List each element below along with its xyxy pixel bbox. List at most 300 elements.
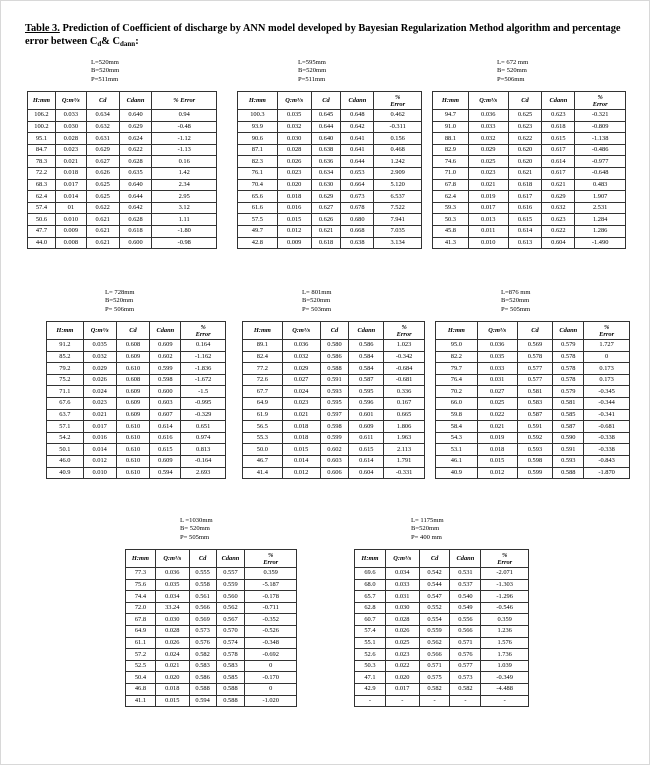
param-line: B=520mm	[501, 297, 530, 305]
table-cell: 0.014	[83, 444, 116, 456]
table-cell: 0.593	[553, 455, 584, 467]
table-cell: 0.017	[83, 421, 116, 433]
weir-parameters	[497, 59, 626, 91]
table-row	[47, 467, 226, 479]
header-row	[243, 322, 425, 340]
param-line: P=511mm	[298, 75, 326, 83]
table-cell: 0.600	[150, 386, 181, 398]
table-cell: 0.587	[517, 409, 553, 421]
table-cell: 0.594	[150, 467, 181, 479]
table-cell: 1.039	[481, 660, 529, 672]
table-cell: 0.592	[517, 432, 553, 444]
table-cell: 77.3	[126, 568, 156, 580]
table-row	[238, 179, 422, 191]
table-cell: -1.672	[181, 374, 226, 386]
table-cell: 2.113	[384, 444, 425, 456]
table-cell: 0.026	[277, 156, 311, 168]
table-row	[355, 568, 529, 580]
col-head-h: H:mm	[238, 92, 278, 110]
table-cell: 0.593	[517, 444, 553, 456]
table-cell: 0.625	[86, 179, 119, 191]
col-head-q: Q:m³/s	[282, 322, 320, 340]
table-cell: 50.4	[126, 672, 156, 684]
col-head-cdann: Cdann	[450, 550, 481, 568]
table-cell: 3.134	[374, 237, 422, 249]
weir-parameters	[91, 59, 217, 91]
table-cell: 0.010	[55, 214, 86, 226]
table-cell: 0.586	[349, 340, 384, 352]
param-line: B= 520mm	[180, 525, 210, 533]
table-caption: Table 3. Prediction of Coefficient of discharge by ANN model developed by Bayesian Regularization Method algorithm and percentage error between $C_d\&$ $C_{dann}$:	[25, 23, 621, 48]
table-cell: 0.023	[277, 167, 311, 179]
table-row	[47, 455, 226, 467]
table-cell: 69.6	[355, 568, 386, 580]
table-cell: 0.033	[55, 110, 86, 122]
table-cell: 0.023	[83, 397, 116, 409]
table-cell: 0.034	[155, 591, 189, 603]
table-cell: 100.3	[238, 110, 278, 122]
table-cell: 0.020	[385, 672, 419, 684]
table-cell: 0.606	[320, 467, 349, 479]
table-cell: 0.036	[477, 340, 517, 352]
table-cell: 7.035	[374, 225, 422, 237]
table-cell: 0.582	[419, 683, 450, 695]
table-cell: 0.578	[553, 374, 584, 386]
table-row	[436, 363, 630, 375]
data-table	[432, 91, 626, 249]
table-cell: 0.609	[116, 386, 150, 398]
col-head-cdann: Cdann	[349, 322, 384, 340]
table-cell: 0.614	[349, 455, 384, 467]
table-cell: 0.664	[341, 179, 374, 191]
table-cell: 0.581	[517, 386, 553, 398]
table-cell: 0.570	[216, 625, 245, 637]
table-row	[243, 374, 425, 386]
table-cell: 2.693	[181, 467, 226, 479]
table-row	[47, 363, 226, 375]
table-cell: -0.338	[584, 444, 630, 456]
table-row	[238, 225, 422, 237]
table-cell: 0.033	[477, 363, 517, 375]
table-cell: 0.019	[468, 191, 508, 203]
table-cell: 0.566	[419, 649, 450, 661]
table-cell: 0.023	[468, 167, 508, 179]
table-cell: 79.2	[47, 363, 84, 375]
table-cell: 88.1	[433, 133, 469, 145]
table-cell: 0.16	[152, 156, 217, 168]
table-cell: 0.614	[150, 421, 181, 433]
header-row	[436, 322, 630, 340]
table-cell: 0.581	[553, 397, 584, 409]
table-cell: 0.609	[150, 340, 181, 352]
table-cell: 0.558	[189, 579, 216, 591]
table-row	[243, 386, 425, 398]
table-cell: 68.0	[355, 579, 386, 591]
table-cell: 75.6	[126, 579, 156, 591]
table-cell: 0.029	[83, 363, 116, 375]
table-row	[355, 602, 529, 614]
col-head-cdann: Cdann	[542, 92, 575, 110]
table-cell: 0.645	[311, 110, 341, 122]
table-cell: 64.9	[243, 397, 283, 409]
table-cell: 47.1	[355, 672, 386, 684]
table-cell: 0.627	[311, 202, 341, 214]
table-cell: 0.615	[542, 133, 575, 145]
table-row	[243, 421, 425, 433]
table-cell: -0.329	[181, 409, 226, 421]
table-cell: 0.015	[477, 455, 517, 467]
table-cell: 0.012	[477, 467, 517, 479]
col-head-q: Q:m³/s	[477, 322, 517, 340]
table-row	[28, 133, 217, 145]
table-cell: -0.345	[584, 386, 630, 398]
table-cell: 0.617	[542, 144, 575, 156]
param-line: L= 672 mm	[497, 59, 529, 66]
table-cell: 0.588	[320, 363, 349, 375]
table-cell: 0.019	[477, 432, 517, 444]
table-cell: 0.602	[320, 444, 349, 456]
table-cell: 0.641	[341, 144, 374, 156]
table-cell: 71.0	[433, 167, 469, 179]
weir-parameters	[302, 289, 425, 321]
table-row	[28, 144, 217, 156]
table-block-1	[27, 59, 217, 249]
table-cell: 0.631	[86, 133, 119, 145]
col-head-cd: Cd	[311, 92, 341, 110]
table-cell: 0.021	[468, 179, 508, 191]
table-cell: 0.618	[542, 121, 575, 133]
table-cell: 64.9	[126, 625, 156, 637]
table-cell: 0.610	[116, 363, 150, 375]
col-head-h: H:mm	[28, 92, 56, 110]
table-cell: 53.1	[436, 444, 478, 456]
table-cell: 0.013	[468, 214, 508, 226]
table-cell: 0.621	[311, 225, 341, 237]
table-row	[28, 214, 217, 226]
table-cell: 0.594	[189, 695, 216, 707]
table-cell: 57.4	[28, 202, 56, 214]
param-line: B=520mm	[302, 297, 331, 305]
table-cell: 0.014	[55, 191, 86, 203]
table-cell: 71.1	[47, 386, 84, 398]
table-cell: 0.653	[341, 167, 374, 179]
table-cell: 72.0	[126, 602, 156, 614]
table-cell: 0.636	[311, 156, 341, 168]
table-cell: -0.338	[584, 432, 630, 444]
table-cell: 0.549	[450, 602, 481, 614]
table-cell: 1.023	[384, 340, 425, 352]
table-cell: 0.036	[282, 340, 320, 352]
table-row	[238, 110, 422, 122]
param-line: L=876 mm	[501, 289, 531, 296]
table-cell: 0.596	[349, 397, 384, 409]
table-cell: 0.012	[277, 225, 311, 237]
table-cell: 0.609	[150, 455, 181, 467]
table-cell: 0.583	[216, 660, 245, 672]
table-row	[355, 591, 529, 603]
table-row	[28, 225, 217, 237]
table-cell: 0.602	[150, 351, 181, 363]
table-cell: 0.032	[282, 351, 320, 363]
table-cell: 77.2	[243, 363, 283, 375]
table-cell: 0.620	[508, 144, 542, 156]
table-cell: 0.613	[508, 237, 542, 249]
table-row	[28, 202, 217, 214]
table-cell: -0.348	[245, 637, 297, 649]
table-cell: 65.6	[238, 191, 278, 203]
table-cell: 0.587	[349, 374, 384, 386]
table-row	[28, 167, 217, 179]
table-cell: 0.604	[542, 237, 575, 249]
table-cell: -0.352	[245, 614, 297, 626]
table-cell: 0.644	[311, 121, 341, 133]
table-cell: 63.7	[47, 409, 84, 421]
table-cell: 60.7	[355, 614, 386, 626]
table-row	[433, 167, 626, 179]
table-cell: 0.531	[450, 568, 481, 580]
table-cell: 0.015	[277, 214, 311, 226]
table-cell: 0.032	[468, 133, 508, 145]
table-row	[243, 444, 425, 456]
table-row	[28, 237, 217, 249]
table-cell: 0.618	[119, 225, 152, 237]
table-cell: 0.024	[282, 386, 320, 398]
table-cell: 0.027	[282, 374, 320, 386]
col-head-cd: Cd	[116, 322, 150, 340]
col-head-cd: Cd	[419, 550, 450, 568]
table-cell: 0.547	[419, 591, 450, 603]
table-cell: 0.561	[189, 591, 216, 603]
table-row	[126, 625, 297, 637]
table-cell: 0.614	[542, 156, 575, 168]
table-cell: 0.640	[119, 179, 152, 191]
table-cell: -0.311	[374, 121, 422, 133]
table-row	[238, 167, 422, 179]
table-cell: 0.615	[508, 214, 542, 226]
table-cell: 0.009	[277, 237, 311, 249]
table-cell: 94.7	[433, 110, 469, 122]
weir-parameters	[501, 289, 630, 321]
table-cell: 6.537	[374, 191, 422, 203]
table-cell: 47.7	[28, 225, 56, 237]
table-cell: -0.692	[245, 649, 297, 661]
table-cell: 0.571	[419, 660, 450, 672]
table-row	[28, 121, 217, 133]
table-cell: 0.624	[119, 133, 152, 145]
table-row	[355, 672, 529, 684]
table-row	[28, 191, 217, 203]
table-cell: 0.644	[341, 156, 374, 168]
table-cell: 46.0	[47, 455, 84, 467]
col-head-cd: Cd	[86, 92, 119, 110]
param-line: B=520mm	[91, 67, 120, 75]
table-row	[28, 110, 217, 122]
table-cell: -	[481, 695, 529, 707]
data-table	[125, 549, 297, 707]
table-cell: 0.668	[341, 225, 374, 237]
table-row	[238, 237, 422, 249]
table-cell: 0.625	[508, 110, 542, 122]
table-block-8	[354, 517, 529, 707]
table-cell: 0.579	[553, 386, 584, 398]
table-cell: -	[450, 695, 481, 707]
table-cell: 0.588	[553, 467, 584, 479]
table-cell: 0.584	[349, 363, 384, 375]
table-row	[126, 614, 297, 626]
table-cell: 5.120	[374, 179, 422, 191]
table-cell: 0.026	[155, 637, 189, 649]
table-cell: 0.012	[282, 467, 320, 479]
table-cell: -1.836	[181, 363, 226, 375]
table-cell: 0.610	[116, 432, 150, 444]
table-cell: 0.542	[419, 568, 450, 580]
col-head-q: Q:m³/s	[155, 550, 189, 568]
table-cell: 0.640	[119, 110, 152, 122]
caption-label: Table 3.	[25, 23, 60, 34]
table-cell: 0.574	[216, 637, 245, 649]
col-head-cd: Cd	[517, 322, 553, 340]
table-cell: 56.5	[243, 421, 283, 433]
table-cell: 0.609	[349, 421, 384, 433]
table-cell: 0.020	[155, 672, 189, 684]
table-row	[126, 695, 297, 707]
table-cell: -0.977	[575, 156, 626, 168]
table-cell: 0.599	[320, 432, 349, 444]
table-cell: 0.016	[83, 432, 116, 444]
table-cell: 0.678	[341, 202, 374, 214]
data-table	[27, 91, 217, 249]
table-cell: 55.3	[243, 432, 283, 444]
table-cell: 62.4	[28, 191, 56, 203]
table-cell: 84.7	[28, 144, 56, 156]
col-head-error: % Error	[181, 322, 226, 340]
table-cell: 1.286	[575, 225, 626, 237]
table-cell: 0.555	[189, 568, 216, 580]
table-cell: 0.597	[320, 409, 349, 421]
table-cell: 0.576	[189, 637, 216, 649]
table-row	[126, 602, 297, 614]
table-cell: 0.617	[542, 167, 575, 179]
table-cell: 72.6	[243, 374, 283, 386]
table-row	[47, 386, 226, 398]
table-cell: 0.615	[150, 444, 181, 456]
table-row	[433, 133, 626, 145]
table-row	[436, 409, 630, 421]
table-cell: 55.1	[355, 637, 386, 649]
table-row	[433, 156, 626, 168]
table-cell: 0.576	[450, 649, 481, 661]
table-row	[126, 637, 297, 649]
table-cell: -	[355, 695, 386, 707]
table-cell: 0.813	[181, 444, 226, 456]
table-cell: 50.1	[47, 444, 84, 456]
table-cell: 1.242	[374, 156, 422, 168]
table-cell: 74.4	[126, 591, 156, 603]
table-cell: 67.7	[243, 386, 283, 398]
table-row	[126, 591, 297, 603]
table-cell: 0.562	[216, 602, 245, 614]
table-cell: 0.621	[508, 167, 542, 179]
table-row	[126, 660, 297, 672]
table-cell: -0.341	[584, 409, 630, 421]
col-head-h: H:mm	[47, 322, 84, 340]
table-cell: -0.809	[575, 121, 626, 133]
table-cell: -0.995	[181, 397, 226, 409]
table-cell: 0.026	[83, 374, 116, 386]
table-cell: 0.030	[385, 602, 419, 614]
table-cell: 41.3	[433, 237, 469, 249]
table-cell: 41.1	[126, 695, 156, 707]
table-cell: 61.1	[126, 637, 156, 649]
table-cell: 0.566	[189, 602, 216, 614]
table-cell: 0.483	[575, 179, 626, 191]
data-table	[46, 321, 226, 479]
table-cell: 0.577	[517, 363, 553, 375]
table-cell: 0.030	[55, 121, 86, 133]
table-cell: 78.3	[28, 156, 56, 168]
table-cell: 0.582	[189, 649, 216, 661]
table-cell: 0.629	[86, 144, 119, 156]
table-cell: 1.284	[575, 214, 626, 226]
table-cell: 67.8	[126, 614, 156, 626]
table-cell: 0.601	[349, 409, 384, 421]
table-cell: 93.9	[238, 121, 278, 133]
table-row	[47, 351, 226, 363]
table-cell: -	[419, 695, 450, 707]
col-head-h: H:mm	[433, 92, 469, 110]
col-head-q: Q:m³/s	[83, 322, 116, 340]
table-cell: 0.610	[116, 444, 150, 456]
table-cell: 0.629	[119, 121, 152, 133]
table-row	[238, 144, 422, 156]
table-cell: 0.634	[86, 110, 119, 122]
table-cell: 0.590	[553, 432, 584, 444]
table-cell: -0.648	[575, 167, 626, 179]
param-line: P= 506mm	[105, 305, 135, 313]
table-row	[355, 614, 529, 626]
table-cell: 0.554	[419, 614, 450, 626]
header-row	[47, 322, 226, 340]
table-cell: -1.138	[575, 133, 626, 145]
weir-parameters	[105, 289, 226, 321]
table-cell: 0.018	[282, 432, 320, 444]
table-cell: -0.170	[245, 672, 297, 684]
col-head-cd: Cd	[320, 322, 349, 340]
table-cell: 1.576	[481, 637, 529, 649]
table-cell: 95.1	[28, 133, 56, 145]
table-cell: 76.1	[238, 167, 278, 179]
table-cell: 0.615	[349, 444, 384, 456]
col-head-error: % Error	[374, 92, 422, 110]
table-block-7	[125, 517, 297, 707]
table-cell: 0.020	[277, 179, 311, 191]
table-cell: -1.5	[181, 386, 226, 398]
table-cell: 01	[55, 202, 86, 214]
table-cell: 0.629	[311, 191, 341, 203]
table-row	[433, 121, 626, 133]
table-row	[47, 444, 226, 456]
table-cell: -2.071	[481, 568, 529, 580]
table-row	[243, 409, 425, 421]
table-cell: 0.021	[55, 156, 86, 168]
table-cell: 7.941	[374, 214, 422, 226]
table-cell: 0.030	[277, 133, 311, 145]
table-cell: 0.573	[189, 625, 216, 637]
table-cell: 82.4	[243, 351, 283, 363]
table-cell: 0.024	[83, 386, 116, 398]
table-row	[28, 156, 217, 168]
table-cell: -1.020	[245, 695, 297, 707]
